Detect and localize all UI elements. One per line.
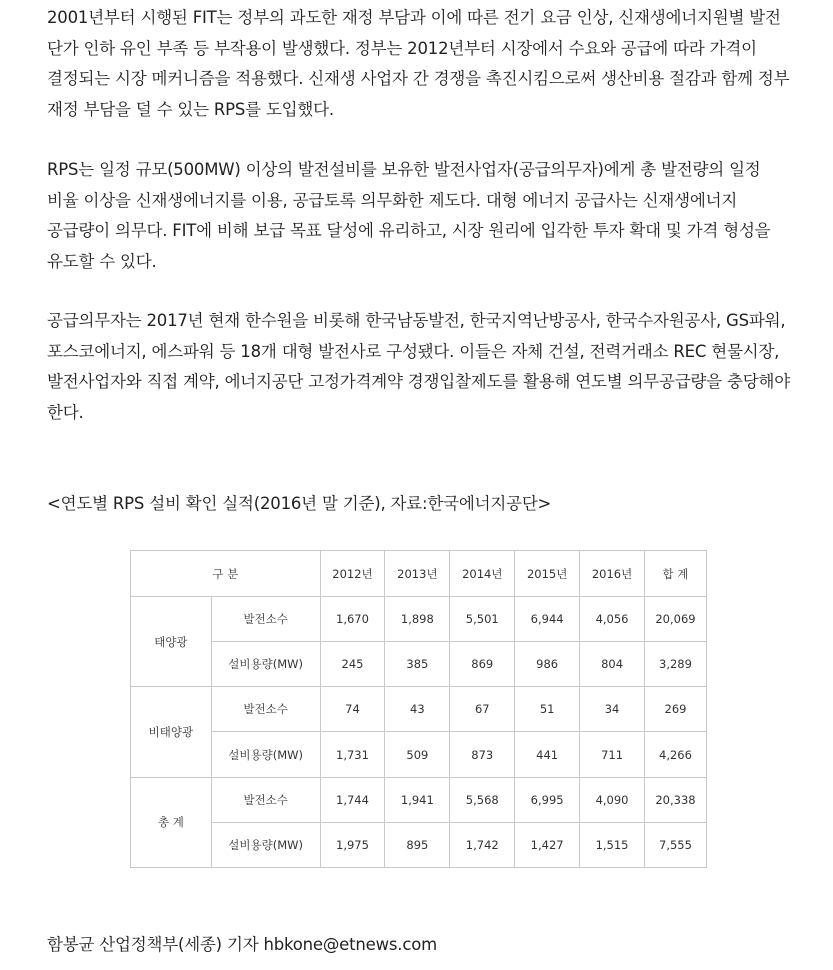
row-label: 발전소수 <box>211 687 320 732</box>
table-cell: 245 <box>320 642 385 687</box>
table-cell: 873 <box>450 732 515 777</box>
table-row <box>131 597 707 642</box>
table-row <box>131 777 707 822</box>
table-cell: 1,898 <box>385 597 450 642</box>
article-paragraph-1: 2001년부터 시행된 FIT는 정부의 과도한 재정 부담과 이에 따른 전기 요금 인상, 신재생에너지원별 발전 단가 인하 유인 부족 등 부작용이 발생했다. 정부는 2012년부터 시장에서 수요와 공급에 따라 가격이 결정되는 시장 메커니즘을 적용했다. 신재생 사업자 간 경쟁을 촉진시킴으로써 생산비용 절감과 함께 정부 재정 부담을 덜 수 있는 RPS를 도입했다. <box>47 8 790 119</box>
table-cell: 385 <box>385 642 450 687</box>
row-label: 발전소수 <box>211 597 320 642</box>
group-label: 총 계 <box>131 777 212 867</box>
reporter-byline: 함봉균 산업정책부(세종) 기자 hbkone@etnews.com <box>47 935 437 954</box>
header-year: 2013년 <box>385 551 450 597</box>
header-year: 2015년 <box>515 551 580 597</box>
table-cell: 441 <box>515 732 580 777</box>
table-cell: 895 <box>385 822 450 867</box>
table-cell: 6,944 <box>515 597 580 642</box>
table-cell: 4,056 <box>580 597 645 642</box>
row-label: 설비용량(MW) <box>211 822 320 867</box>
header-category: 구 분 <box>131 551 321 597</box>
table-cell: 1,670 <box>320 597 385 642</box>
header-total: 합 계 <box>644 551 706 597</box>
table-cell-total: 3,289 <box>644 642 706 687</box>
header-year: 2014년 <box>450 551 515 597</box>
table-cell: 804 <box>580 642 645 687</box>
row-label: 설비용량(MW) <box>211 732 320 777</box>
rps-stats-table <box>130 550 707 868</box>
table-cell: 1,427 <box>515 822 580 867</box>
row-label: 발전소수 <box>211 777 320 822</box>
table-cell: 1,742 <box>450 822 515 867</box>
table-cell: 1,975 <box>320 822 385 867</box>
group-label: 비태양광 <box>131 687 212 777</box>
table-cell: 1,515 <box>580 822 645 867</box>
table-cell: 986 <box>515 642 580 687</box>
table-cell: 74 <box>320 687 385 732</box>
table-row <box>131 642 707 687</box>
row-label: 설비용량(MW) <box>211 642 320 687</box>
table-cell: 1,731 <box>320 732 385 777</box>
table-row <box>131 732 707 777</box>
table-cell: 5,501 <box>450 597 515 642</box>
table-cell: 509 <box>385 732 450 777</box>
table-cell: 1,744 <box>320 777 385 822</box>
table-cell: 43 <box>385 687 450 732</box>
group-label: 태양광 <box>131 597 212 687</box>
article-paragraph-2: RPS는 일정 규모(500MW) 이상의 발전설비를 보유한 발전사업자(공급의무자)에게 총 발전량의 일정 비율 이상을 신재생에너지를 이용, 공급토록 의무화한 제도다. 대형 에너지 공급사는 신재생에너지 공급량이 의무다. FIT에 비해 보급 목표 달성에 유리하고, 시장 원리에 입각한 투자 확대 및 가격 형성을 유도할 수 있다. <box>47 160 771 271</box>
table-cell: 34 <box>580 687 645 732</box>
table-cell-total: 269 <box>644 687 706 732</box>
table-row <box>131 687 707 732</box>
table-row <box>131 822 707 867</box>
table-header-row <box>131 551 707 597</box>
table-cell-total: 20,069 <box>644 597 706 642</box>
table-cell: 869 <box>450 642 515 687</box>
table-cell: 711 <box>580 732 645 777</box>
header-year: 2016년 <box>580 551 645 597</box>
table-cell: 6,995 <box>515 777 580 822</box>
table-caption: <연도별 RPS 설비 확인 실적(2016년 말 기준), 자료:한국에너지공단> <box>47 494 552 513</box>
article-paragraph-3: 공급의무자는 2017년 현재 한수원을 비롯해 한국남동발전, 한국지역난방공사, 한국수자원공사, GS파워, 포스코에너지, 에스파워 등 18개 대형 발전사로 구성됐다. 이들은 자체 건설, 전력거래소 REC 현물시장, 발전사업자와 직접 계약, 에너지공단 고정가격계약 경쟁입찰제도를 활용해 연도별 의무공급량을 충당해야 한다. <box>47 311 790 422</box>
header-year: 2012년 <box>320 551 385 597</box>
table-cell-total: 7,555 <box>644 822 706 867</box>
table-cell: 51 <box>515 687 580 732</box>
table-cell: 5,568 <box>450 777 515 822</box>
table-cell: 67 <box>450 687 515 732</box>
table-cell-total: 4,266 <box>644 732 706 777</box>
table-cell: 4,090 <box>580 777 645 822</box>
table-cell-total: 20,338 <box>644 777 706 822</box>
table-cell: 1,941 <box>385 777 450 822</box>
